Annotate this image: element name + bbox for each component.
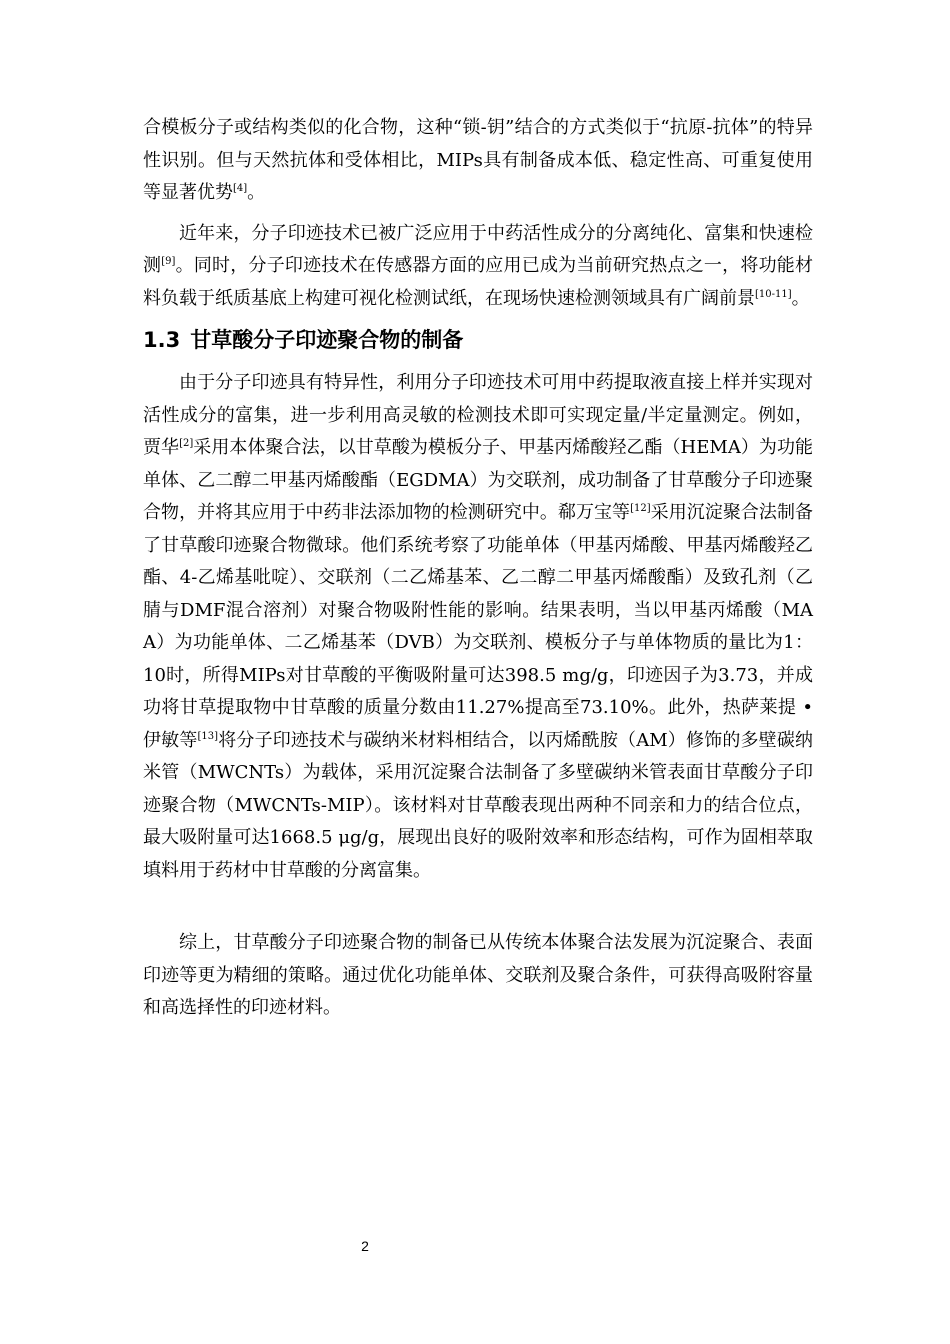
citation: [10-11] [755,288,792,300]
paragraph-text: 采用沉淀聚合法制备了甘草酸印迹聚合物微球。他们系统考察了功能单体（甲基丙烯酸、甲基丙烯酸羟乙酯、4-乙烯基吡啶）、交联剂（二乙烯基苯、乙二醇二甲基丙烯酸酯）及致孔剂（乙腈与DMF混合溶剂）对聚合物吸附性能的影响。结果表明，当以甲基丙烯酸（MAA）为功能单体、二乙烯基苯（DVB）为交联剂、模板分子与单体物质的量比为1：10时，所得MIPs对甘草酸的平衡吸附量可达398.5 mg/g，印迹因子为3.73，并成功将甘草提取物中甘草酸的质量分数由11.27%提高至73.10%。此外，热萨莱提 • 伊敏等 [143,502,814,751]
section-heading [143,325,813,355]
paragraph-text: 近年来，分子印迹技术已被广泛应用于中药活性成分的分离纯化、富集和快速检测 [143,222,813,276]
section-title: 甘草酸分子印迹聚合物的制备 [190,328,464,352]
citation: [13] [197,730,219,742]
paragraph-applications [143,218,813,316]
paragraph-mip-advantages [143,112,813,210]
citation: [2] [179,438,194,449]
page-number: 2 [361,1238,369,1254]
section-number: 1.3 [143,328,181,352]
citation: [9] [161,256,176,267]
document-body [143,112,813,1025]
citation: [4] [233,183,248,194]
paragraph-text: 。同时，分子印迹技术在传感器方面的应用已成为当前研究热点之一，将功能材料负载于纸质基底上构建可视化检测试纸，在现场快速检测领域具有广阔前景 [143,255,813,309]
paragraph-text: 。 [247,182,266,203]
paragraph-text: 将分子印迹技术与碳纳米材料相结合，以丙烯酰胺（AM）修饰的多壁碳纳米管（MWCNTs）为载体，采用沉淀聚合法制备了多壁碳纳米管表面甘草酸分子印迹聚合物（MWCNTs-MIP）。该材料对甘草酸表现出两种不同亲和力的结合位点，最大吸附量可达1668.5 μg/g，展现出良好的吸附效率和形态结构，可作为固相萃取填料用于药材中甘草酸的分离富集。 [143,729,814,881]
paragraph-text: 综上，甘草酸分子印迹聚合物的制备已从传统本体聚合法发展为沉淀聚合、表面印迹等更为精细的策略。通过优化功能单体、交联剂及聚合条件，可获得高吸附容量和高选择性的印迹材料。 [143,932,813,1018]
paragraph-text: 。 [791,287,810,309]
paragraph-text: 合模板分子或结构类似的化合物，这种“锁-钥”结合的方式类似于“抗原-抗体”的特异性识别。但与天然抗体和受体相比，MIPs具有制备成本低、稳定性高、可重复使用等显著优势 [143,117,813,203]
paragraph-text: 由于分子印迹具有特异性，利用分子印迹技术可用中药提取液直接上样并实现对活性成分的富集，进一步利用高灵敏的检测技术即可实现定量/半定量测定。例如，贾华 [143,372,813,458]
paragraph-summary [143,927,813,1025]
paragraph-text: 采用本体聚合法，以甘草酸为模板分子、甲基丙烯酸羟乙酯（HEMA）为功能单体、乙二醇二甲基丙烯酸酯（EGDMA）为交联剂，成功制备了甘草酸分子印迹聚合物，并将其应用于中药非法添加物的检测研究中。郗万宝等 [143,437,813,523]
citation: [12] [630,503,651,514]
paragraph-preparation-methods [143,367,813,887]
